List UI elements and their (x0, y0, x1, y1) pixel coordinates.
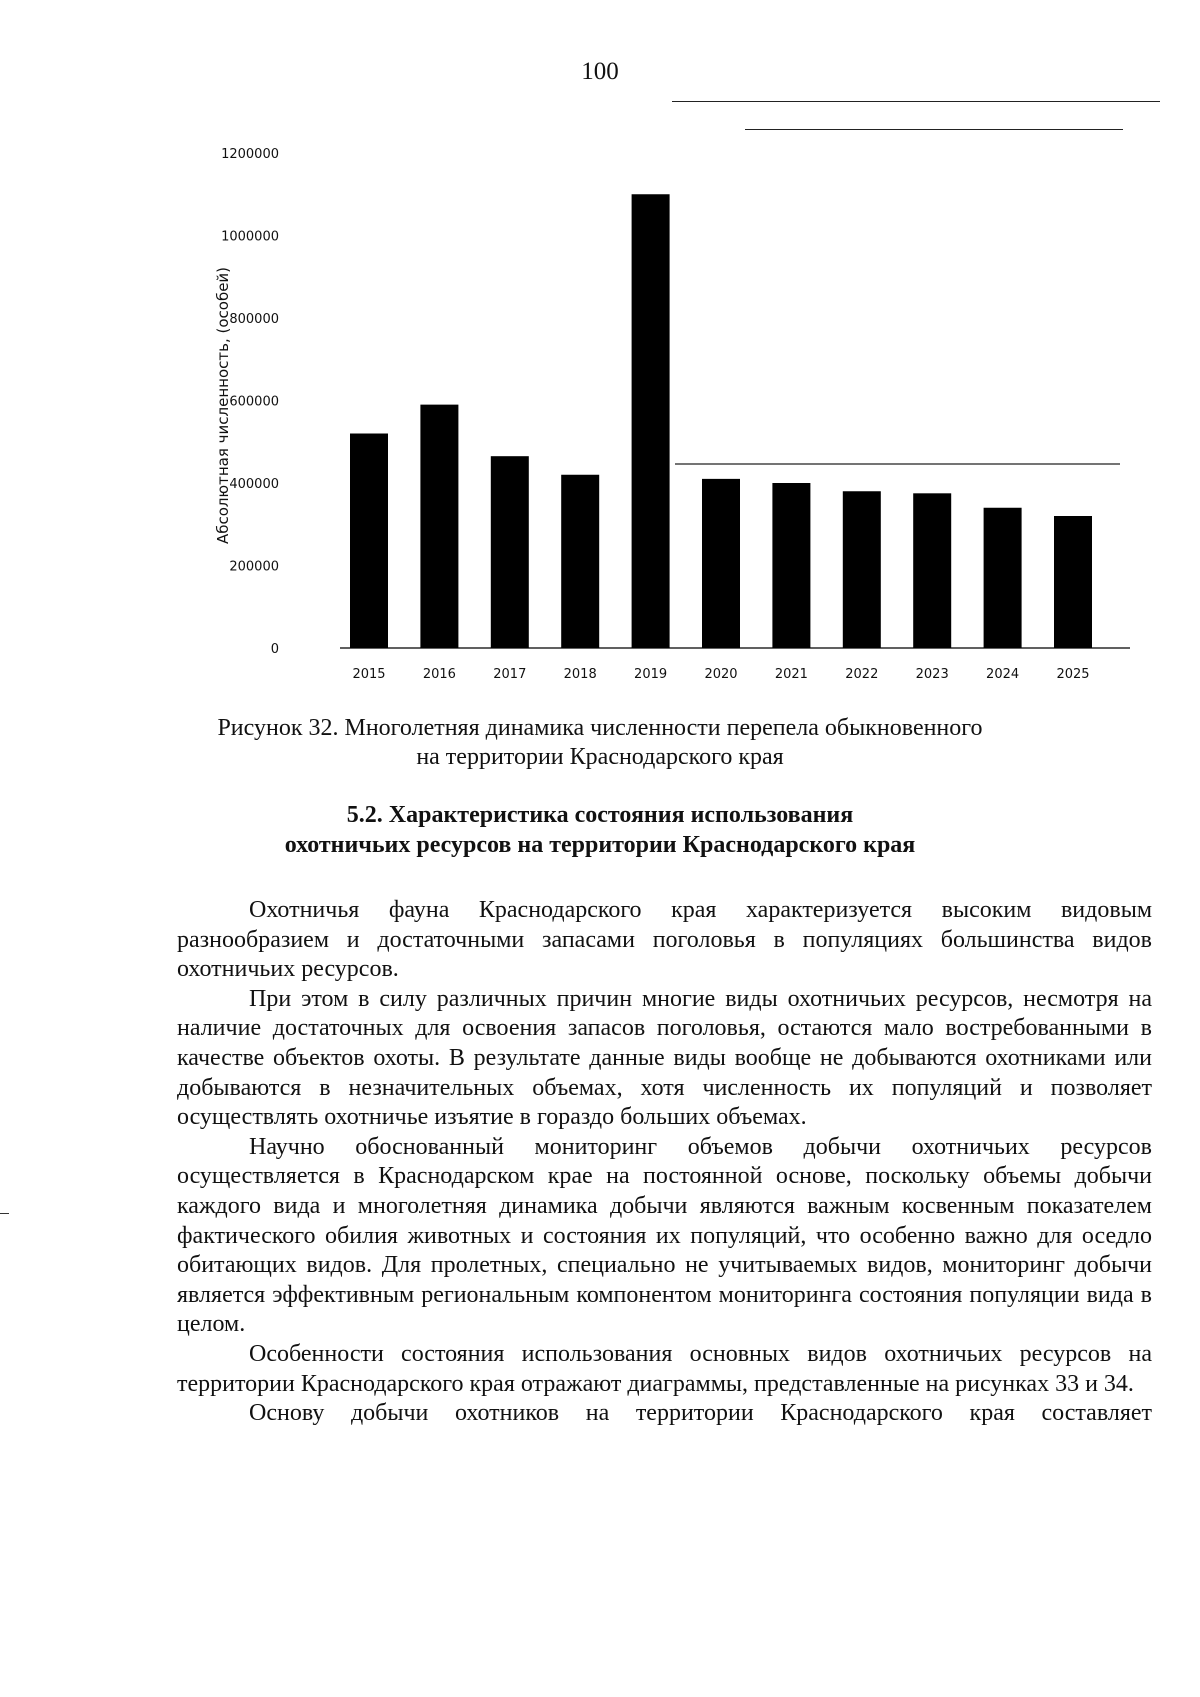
x-tick-label-2017: 2017 (493, 667, 527, 682)
x-tick-label-2015: 2015 (352, 667, 386, 682)
section-heading-line-1: 5.2. Характеристика состояния использования (346, 802, 854, 828)
bar-2016 (420, 405, 458, 648)
caption-line-2: на территории Краснодарского края (416, 744, 784, 770)
bar-2025 (1054, 516, 1092, 648)
paragraph-4: Особенности состояния использования основных видов охотничьих ресурсов на территории Краснодарского края отражают диаграммы, представленные на рисунках 33 и 34. (177, 1340, 1152, 1397)
bar-2017 (491, 456, 529, 648)
bar-2015 (350, 434, 388, 649)
x-tick-label-2021: 2021 (774, 667, 808, 682)
x-tick-label-2019: 2019 (634, 667, 668, 682)
paragraph-2: При этом в силу различных причин многие виды охотничьих ресурсов, несмотря на наличие достаточных для освоения запасов поголовья, остаются мало востребованными в качестве объектов охоты. В результате данные виды вообще не добываются охотниками или добываются в незначительных объемах, хотя численность их популяций и позволяет осуществлять охотничье изъятие в гораздо больших объемах. (177, 985, 1152, 1131)
y-tick-labels (221, 147, 279, 657)
x-tick-label-2022: 2022 (845, 667, 879, 682)
section-heading (170, 800, 1030, 860)
paragraph-1: Охотничья фауна Краснодарского края характеризуется высоким видовым разнообразием и достаточными запасами поголовья в популяциях большинства видов охотничьих ресурсов. (177, 897, 1152, 983)
figure-caption (170, 714, 1030, 772)
bar-chart (180, 130, 1140, 690)
bar-2024 (984, 508, 1022, 648)
caption-line-1: Рисунок 32. Многолетняя динамика численности перепела обыкновенного (217, 715, 983, 741)
bar-2021 (772, 483, 810, 648)
bar-2020 (702, 479, 740, 648)
section-heading-line-2: охотничьих ресурсов на территории Краснодарского края (284, 832, 916, 858)
page-number: 100 (581, 58, 619, 85)
y-axis-title: Абсолютная численность, (особей) (214, 266, 232, 545)
header-rule-top (672, 101, 1160, 102)
y-tick-label-800000: 800000 (229, 312, 279, 327)
y-tick-label-1000000: 1000000 (221, 229, 279, 245)
bar-2019 (632, 194, 670, 648)
x-tick-labels (352, 667, 1089, 682)
y-tick-label-0: 0 (270, 642, 279, 657)
x-tick-label-2025: 2025 (1056, 667, 1090, 682)
y-tick-label-1200000: 1200000 (221, 147, 279, 162)
x-tick-label-2024: 2024 (986, 667, 1020, 682)
bars (350, 194, 1092, 648)
y-tick-label-600000: 600000 (229, 394, 279, 410)
x-tick-label-2018: 2018 (563, 667, 597, 682)
margin-mark (0, 1213, 9, 1214)
body-text (177, 896, 1152, 1429)
x-tick-label-2016: 2016 (422, 667, 456, 682)
y-tick-label-400000: 400000 (229, 477, 279, 492)
y-tick-label-200000: 200000 (229, 559, 279, 575)
bar-2022 (843, 491, 881, 648)
paragraph-5: Основу добычи охотников на территории Краснодарского края составляет (249, 1400, 1152, 1427)
x-tick-label-2023: 2023 (915, 667, 949, 682)
bar-2023 (913, 493, 951, 648)
bar-2018 (561, 475, 599, 648)
x-tick-label-2020: 2020 (704, 667, 738, 682)
paragraph-3: Научно обоснованный мониторинг объемов добычи охотничьих ресурсов осуществляется в Краснодарском крае на постоянной основе, поскольку объемы добычи каждого вида и многолетняя динамика добычи являются важным косвенным показателем фактического обилия животных и состояния их популяций, что особенно важно для оседло обитающих видов. Для пролетных, специально не учитываемых видов, мониторинг добычи является эффективным региональным компонентом мониторинга состояния популяции вида в целом. (177, 1133, 1152, 1338)
